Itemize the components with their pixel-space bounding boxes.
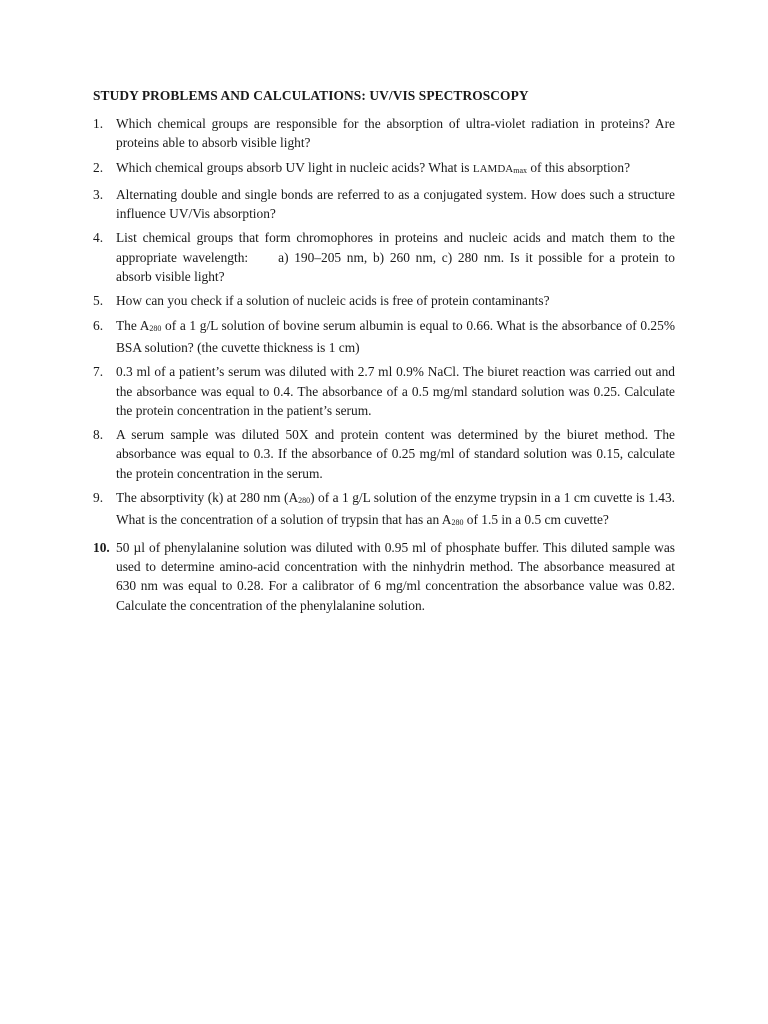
problem-text: Which chemical groups are responsible for the absorption of ultra-violet radiation in proteins? Are proteins able to absorb visible light? [116,116,675,151]
problem-number: 5. [93,293,104,309]
problem-text-end: of 1.5 in a 0.5 cm cuvette? [463,512,609,528]
problem-3 [93,185,675,224]
problem-number: 2. [93,159,104,175]
problem-text: List chemical groups that form chromophores in proteins and nucleic acids and match them to the appropriate wavelength: [116,230,675,265]
absorbance-subscript: 280 [451,518,464,528]
problem-text: Alternating double and single bonds are referred to as a conjugated system. How does such a structure influence UV/Vis absorption? [116,186,675,222]
problem-4 [93,228,675,286]
problem-number: 1. [93,116,104,131]
problem-text: A serum sample was diluted 50X and protein content was determined by the biuret method. The absorbance was equal to 0.3. If the absorbance of 0.25 mg/ml of standard solution was 0.15, calculate the protein concentration in the serum. [116,427,675,481]
problem-text-cont: ) of a 1 g/L solution of the enzyme trypsin in a 1 cm cuvette is 1.43. What is the concentration of a solution of trypsin that has an A [116,490,676,528]
absorbance-subscript: 280 [149,323,162,333]
problem-8 [93,425,675,483]
problem-text: 0.3 ml of a patient’s serum was diluted with 2.7 ml 0.9% NaCl. The biuret reaction was carried out and the absorbance was equal to 0.4. The absorbance of a 0.5 mg/ml standard solution was 0.25. Calculate the protein concentration in the patient’s serum. [116,364,675,418]
problem-6 [93,316,675,358]
problem-number: 10. [93,539,110,555]
problem-number: 8. [93,427,104,443]
problem-text: The A [116,317,150,333]
problem-text-cont: a) 190–205 nm, b) 260 nm, c) 280 nm. Is it possible for a protein to absorb visible light? [116,249,675,285]
problem-10 [93,538,675,615]
problem-7 [93,362,675,420]
problem-text: The absorptivity (k) at 280 nm (A [116,490,299,506]
problem-text-cont: of a 1 g/L solution of bovine serum albumin is equal to 0.66. What is the absorbance of 0.25% BSA solution? (the cuvette thickness is 1 cm) [116,317,675,355]
problem-number: 4. [93,230,104,246]
document-page [93,86,675,620]
problem-text-cont: of this absorption? [527,159,631,175]
lamda-subscript: max [513,165,527,175]
absorbance-subscript: 280 [298,496,311,506]
lamda-label: LAMDA [472,162,514,175]
problem-number: 3. [93,186,104,202]
problem-list [93,114,675,615]
problem-1 [93,114,675,153]
problem-text: Which chemical groups absorb UV light in nucleic acids? What is [116,159,473,175]
problem-2 [93,158,675,180]
problem-text: How can you check if a solution of nucleic acids is free of protein contaminants? [116,293,550,309]
document-title: STUDY PROBLEMS AND CALCULATIONS: UV/VIS SPECTROSCOPY [93,88,529,103]
problem-9 [93,488,675,533]
problem-text: 50 µl of phenylalanine solution was diluted with 0.95 ml of phosphate buffer. This diluted sample was used to determine amino-acid concentration with the ninhydrin method. The absorbance measured at 630 nm was equal to 0.28. For a calibrator of 6 mg/ml concentration the absorbance value was 0.82. Calculate the concentration of the phenylalanine solution. [116,539,675,613]
problem-number: 9. [93,490,104,506]
problem-number: 7. [93,364,104,380]
problem-5 [93,291,675,310]
problem-number: 6. [93,317,104,333]
